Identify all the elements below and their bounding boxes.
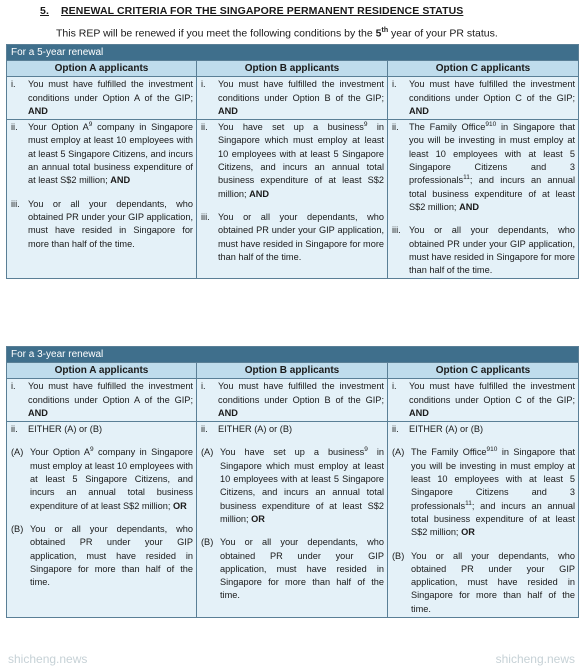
item-label: i. bbox=[392, 79, 397, 90]
item-label: ii. bbox=[201, 122, 208, 133]
item-label: iii. bbox=[11, 198, 20, 209]
condition-text: You or all your dependants, who obtained PR under your GIP application, must have resided in Singapore for more than half of the time. bbox=[411, 550, 576, 614]
three-year-a-cond-ii bbox=[7, 422, 197, 618]
condition-text: in Singapore which must employ at least 10 employees with at least 5 Singapore Citizens, and incurs an annual total business expenditure of at least S$2 million; bbox=[218, 122, 384, 199]
item-label: i. bbox=[11, 79, 16, 90]
section-number: 5. bbox=[40, 5, 49, 17]
five-year-band-title: For a 5-year renewal bbox=[7, 45, 579, 61]
five-year-header-option-c: Option C applicants bbox=[388, 61, 579, 77]
item-label: (B) bbox=[392, 550, 405, 561]
three-year-a-cond-i bbox=[7, 379, 197, 422]
condition-text: ; and incurs an annual total business expenditure of at least S$2 million; bbox=[411, 500, 576, 538]
condition-text: Your Option A bbox=[30, 447, 90, 458]
condition-text: Your Option A bbox=[28, 122, 89, 133]
section-heading bbox=[40, 5, 463, 17]
three-year-renewal-table bbox=[6, 346, 579, 618]
condition-text: You or all your dependants, who obtained PR under your GIP application, must have resided in Singapore for more than half of the time. bbox=[220, 537, 384, 601]
condition-text: You must have fulfilled the investment conditions under Option C of the GIP; bbox=[409, 79, 576, 103]
and-keyword: AND bbox=[218, 105, 238, 116]
condition-text: The Family Office bbox=[409, 122, 486, 133]
item-label: (A) bbox=[11, 447, 24, 458]
and-keyword: AND bbox=[249, 188, 270, 199]
section-title: RENEWAL CRITERIA FOR THE SINGAPORE PERMANENT RESIDENCE STATUS bbox=[60, 5, 464, 17]
condition-text: ; and incurs an annual total business expenditure of at least S$2 million; bbox=[409, 175, 576, 212]
or-keyword: OR bbox=[173, 500, 187, 511]
condition-text: You must have fulfilled the investment conditions under Option A of the GIP; bbox=[28, 79, 193, 103]
condition-text: You have set up a business bbox=[220, 447, 365, 458]
and-keyword: AND bbox=[28, 105, 48, 116]
item-label: i. bbox=[201, 79, 206, 90]
item-label: iii. bbox=[201, 211, 210, 222]
condition-text: You or all your dependants, who obtained PR under your GIP application, must have resided in Singapore for more than half of the time. bbox=[30, 523, 193, 588]
five-year-renewal-table bbox=[6, 44, 579, 279]
three-year-band-title: For a 3-year renewal bbox=[7, 347, 579, 363]
and-keyword: AND bbox=[409, 105, 429, 116]
item-label: (B) bbox=[201, 537, 214, 548]
item-label: (A) bbox=[392, 447, 405, 458]
and-keyword: AND bbox=[28, 407, 48, 418]
item-label: iii. bbox=[392, 225, 401, 236]
five-year-c-cond-ii-iii bbox=[388, 120, 579, 279]
condition-text: You must have fulfilled the investment conditions under Option B of the GIP; bbox=[218, 79, 384, 103]
item-label: ii. bbox=[392, 122, 399, 133]
item-label: ii. bbox=[11, 122, 18, 133]
intro-before: This REP will be renewed if you meet the following conditions by the bbox=[56, 27, 376, 40]
item-label: i. bbox=[392, 381, 397, 392]
five-year-a-cond-i bbox=[7, 77, 197, 120]
condition-text: You must have fulfilled the investment conditions under Option B of the GIP; bbox=[218, 381, 384, 405]
five-year-a-cond-ii-iii bbox=[7, 120, 197, 279]
item-label: ii. bbox=[11, 424, 18, 435]
condition-text: EITHER (A) or (B) bbox=[409, 424, 484, 435]
item-label: i. bbox=[11, 381, 16, 392]
condition-text: company in Singapore must employ at least 10 employees with at least 5 Singapore Citizens, and incurs an annual total business expenditure of at least S$2 million; bbox=[30, 447, 194, 511]
and-keyword: AND bbox=[409, 407, 429, 418]
condition-text: You must have fulfilled the investment conditions under Option C of the GIP; bbox=[409, 381, 576, 405]
condition-text: You or all your dependants, who obtained PR under your GIP application, must have resided in Singapore for more than half of the time. bbox=[409, 225, 576, 276]
condition-text: The Family Office bbox=[411, 447, 487, 458]
condition-text: in Singapore which must employ at least 10 employees with at least 5 Singapore Citizens, and incurs an annual total business expenditure of at least S$2 million; bbox=[220, 447, 384, 524]
item-label: i. bbox=[201, 381, 206, 392]
three-year-header-option-b: Option B applicants bbox=[197, 363, 388, 379]
or-keyword: OR bbox=[251, 513, 265, 524]
five-year-b-cond-ii-iii bbox=[197, 120, 388, 279]
three-year-header-option-a: Option A applicants bbox=[7, 363, 197, 379]
three-year-b-cond-i bbox=[197, 379, 388, 422]
footnote-ref: 910 bbox=[486, 446, 498, 454]
watermark-left: shicheng.news bbox=[8, 652, 88, 666]
three-year-header-option-c: Option C applicants bbox=[388, 363, 579, 379]
footnote-ref: 9 bbox=[363, 121, 368, 129]
footnote-ref: 9 bbox=[89, 446, 94, 454]
footnote-ref: 11 bbox=[465, 499, 472, 507]
condition-text: company in Singapore must employ at least 10 employees with at least 5 Singapore Citizens, and incurs an annual total business expenditure of at least S$2 million; bbox=[28, 122, 193, 186]
footnote-ref: 9 bbox=[88, 121, 93, 129]
and-keyword: AND bbox=[110, 175, 131, 186]
intro-after: year of your PR status. bbox=[388, 27, 498, 40]
condition-text: in Singapore that you will be investing in must employ at least 10 employees with at least 5 Singapore Citizens and 3 professionals bbox=[409, 122, 576, 186]
item-label: ii. bbox=[392, 424, 399, 435]
five-year-c-cond-i bbox=[388, 77, 579, 120]
three-year-c-cond-i bbox=[388, 379, 579, 422]
footnote-ref: 910 bbox=[485, 121, 497, 129]
condition-text: You have set up a business bbox=[218, 122, 364, 133]
intro-year-suffix: th bbox=[381, 27, 389, 34]
five-year-header-option-b: Option B applicants bbox=[197, 61, 388, 77]
five-year-b-cond-i bbox=[197, 77, 388, 120]
condition-text: You or all your dependants, who obtained PR under your GIP application, must have resided in Singapore for more than half of the time. bbox=[28, 198, 193, 249]
condition-text: EITHER (A) or (B) bbox=[218, 424, 293, 435]
condition-text: You or all your dependants, who obtained PR under your GIP application, must have resided in Singapore for more than half of the time. bbox=[218, 211, 384, 262]
three-year-b-cond-ii bbox=[197, 422, 388, 618]
intro-text bbox=[56, 27, 498, 40]
condition-text: You must have fulfilled the investment conditions under Option A of the GIP; bbox=[28, 381, 193, 405]
item-label: ii. bbox=[201, 424, 208, 435]
item-label: (B) bbox=[11, 523, 24, 534]
footnote-ref: 11 bbox=[463, 174, 470, 182]
watermark-right: shicheng.news bbox=[495, 652, 575, 666]
condition-text: in Singapore that you will be investing in must employ at least 10 employees with at least 5 Singapore Citizens and 3 professionals bbox=[411, 447, 576, 511]
or-keyword: OR bbox=[461, 527, 475, 538]
and-keyword: AND bbox=[218, 407, 238, 418]
intro-year: 5 bbox=[375, 27, 382, 40]
footnote-ref: 9 bbox=[364, 446, 368, 454]
five-year-header-option-a: Option A applicants bbox=[7, 61, 197, 77]
item-label: (A) bbox=[201, 447, 214, 458]
condition-text: EITHER (A) or (B) bbox=[28, 424, 103, 435]
and-keyword: AND bbox=[459, 201, 479, 212]
three-year-c-cond-ii bbox=[388, 422, 579, 618]
